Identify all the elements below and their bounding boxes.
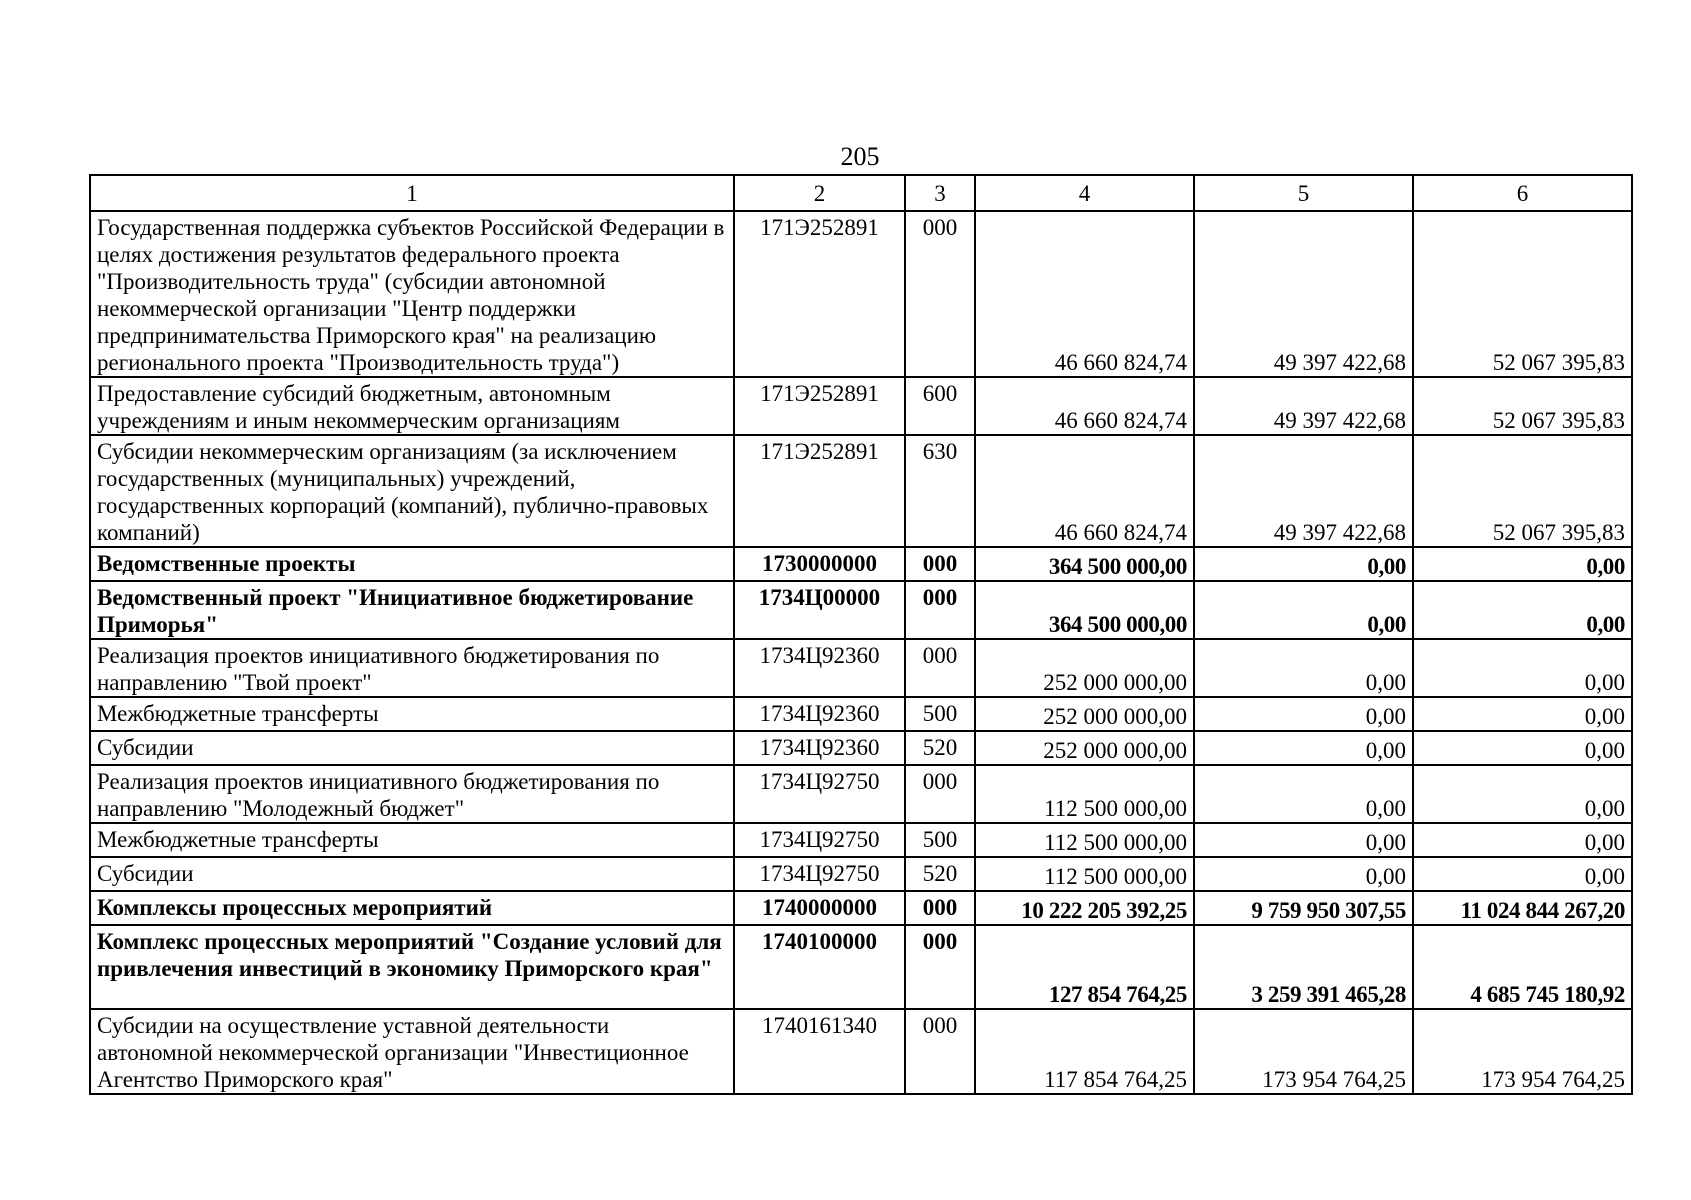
row-code-cell: 1734Ц92750: [734, 823, 905, 857]
row-value-col4: 112 500 000,00: [975, 823, 1194, 857]
row-name-cell: Субсидии: [90, 857, 734, 891]
row-value-col6: 173 954 764,25: [1413, 1009, 1632, 1094]
row-value-col4: 252 000 000,00: [975, 731, 1194, 765]
row-value-col5: 0,00: [1194, 731, 1413, 765]
row-value-col4: 252 000 000,00: [975, 639, 1194, 697]
row-kind-cell: 000: [905, 639, 975, 697]
row-value-col6: 0,00: [1413, 823, 1632, 857]
row-value-col5: 0,00: [1194, 857, 1413, 891]
row-kind-cell: 500: [905, 697, 975, 731]
row-value-col5: 3 259 391 465,28: [1194, 925, 1413, 1009]
row-value-col4: 364 500 000,00: [975, 547, 1194, 581]
row-value-col4: 252 000 000,00: [975, 697, 1194, 731]
table-row: [90, 581, 1632, 639]
row-kind-cell: 500: [905, 823, 975, 857]
column-header: 4: [975, 175, 1194, 211]
row-value-col5: 49 397 422,68: [1194, 211, 1413, 377]
column-header: 2: [734, 175, 905, 211]
row-kind-cell: 520: [905, 731, 975, 765]
row-name-cell: Ведомственный проект "Инициативное бюджетирование Приморья": [90, 581, 734, 639]
row-value-col5: 0,00: [1194, 697, 1413, 731]
row-value-col6: 0,00: [1413, 639, 1632, 697]
row-kind-cell: 000: [905, 891, 975, 925]
row-name-cell: Реализация проектов инициативного бюджетирования по направлению "Молодежный бюджет": [90, 765, 734, 823]
row-value-col4: 364 500 000,00: [975, 581, 1194, 639]
row-name-cell: Субсидии некоммерческим организациям (за исключением государственных (муниципальных) учреждений, государственных корпораций (компаний), публично-правовых компаний): [90, 435, 734, 547]
column-header: 3: [905, 175, 975, 211]
row-value-col5: 0,00: [1194, 639, 1413, 697]
row-code-cell: 1734Ц92360: [734, 639, 905, 697]
row-value-col5: 49 397 422,68: [1194, 377, 1413, 435]
row-name-cell: Государственная поддержка субъектов Российской Федерации в целях достижения результатов федерального проекта "Производительность труда" (субсидии автономной некоммерческой организации "Центр поддержки предпринимательства Приморского края" на реализацию регионального проекта "Производительность труда"): [90, 211, 734, 377]
row-value-col4: 112 500 000,00: [975, 765, 1194, 823]
row-value-col6: 0,00: [1413, 547, 1632, 581]
row-value-col4: 46 660 824,74: [975, 211, 1194, 377]
row-value-col5: 0,00: [1194, 823, 1413, 857]
row-kind-cell: 000: [905, 925, 975, 1009]
row-name-cell: Межбюджетные трансферты: [90, 697, 734, 731]
row-value-col6: 11 024 844 267,20: [1413, 891, 1632, 925]
table-row: [90, 925, 1632, 1009]
row-value-col5: 49 397 422,68: [1194, 435, 1413, 547]
table-row: [90, 377, 1632, 435]
table-row: [90, 1009, 1632, 1094]
table-row: [90, 697, 1632, 731]
row-value-col6: 52 067 395,83: [1413, 211, 1632, 377]
row-value-col6: 4 685 745 180,92: [1413, 925, 1632, 1009]
table-row: [90, 211, 1632, 377]
row-value-col6: 0,00: [1413, 697, 1632, 731]
row-kind-cell: 600: [905, 377, 975, 435]
row-code-cell: 1740161340: [734, 1009, 905, 1094]
row-value-col5: 0,00: [1194, 581, 1413, 639]
row-kind-cell: 000: [905, 581, 975, 639]
row-value-col5: 9 759 950 307,55: [1194, 891, 1413, 925]
row-kind-cell: 630: [905, 435, 975, 547]
row-value-col6: 52 067 395,83: [1413, 377, 1632, 435]
table-row: [90, 639, 1632, 697]
row-code-cell: 171Э252891: [734, 211, 905, 377]
table-row: [90, 823, 1632, 857]
row-code-cell: 1730000000: [734, 547, 905, 581]
row-value-col6: 0,00: [1413, 765, 1632, 823]
row-name-cell: Комплекс процессных мероприятий "Создание условий для привлечения инвестиций в экономику Приморского края": [90, 925, 734, 1009]
row-code-cell: 171Э252891: [734, 435, 905, 547]
budget-table: [89, 174, 1633, 1095]
row-name-cell: Субсидии на осуществление уставной деятельности автономной некоммерческой организации "Инвестиционное Агентство Приморского края": [90, 1009, 734, 1094]
row-kind-cell: 000: [905, 1009, 975, 1094]
column-header: 6: [1413, 175, 1632, 211]
row-value-col4: 117 854 764,25: [975, 1009, 1194, 1094]
row-kind-cell: 520: [905, 857, 975, 891]
row-code-cell: 1740000000: [734, 891, 905, 925]
row-code-cell: 1734Ц92360: [734, 697, 905, 731]
row-name-cell: Межбюджетные трансферты: [90, 823, 734, 857]
row-kind-cell: 000: [905, 547, 975, 581]
table-header-row: [90, 175, 1632, 211]
row-value-col6: 0,00: [1413, 857, 1632, 891]
table-row: [90, 731, 1632, 765]
row-value-col6: 0,00: [1413, 581, 1632, 639]
table-row: [90, 435, 1632, 547]
row-code-cell: 1734Ц92360: [734, 731, 905, 765]
column-header: 5: [1194, 175, 1413, 211]
row-value-col6: 52 067 395,83: [1413, 435, 1632, 547]
row-value-col6: 0,00: [1413, 731, 1632, 765]
table-row: [90, 857, 1632, 891]
row-code-cell: 1734Ц00000: [734, 581, 905, 639]
row-kind-cell: 000: [905, 765, 975, 823]
row-value-col4: 10 222 205 392,25: [975, 891, 1194, 925]
row-code-cell: 171Э252891: [734, 377, 905, 435]
column-header: 1: [90, 175, 734, 211]
table-row: [90, 765, 1632, 823]
row-value-col4: 46 660 824,74: [975, 377, 1194, 435]
row-kind-cell: 000: [905, 211, 975, 377]
row-value-col4: 127 854 764,25: [975, 925, 1194, 1009]
row-code-cell: 1734Ц92750: [734, 857, 905, 891]
row-value-col4: 46 660 824,74: [975, 435, 1194, 547]
row-name-cell: Комплексы процессных мероприятий: [90, 891, 734, 925]
row-value-col5: 0,00: [1194, 765, 1413, 823]
row-value-col4: 112 500 000,00: [975, 857, 1194, 891]
table-row: [90, 891, 1632, 925]
row-name-cell: Ведомственные проекты: [90, 547, 734, 581]
row-value-col5: 0,00: [1194, 547, 1413, 581]
row-name-cell: Реализация проектов инициативного бюджетирования по направлению "Твой проект": [90, 639, 734, 697]
row-code-cell: 1740100000: [734, 925, 905, 1009]
row-name-cell: Субсидии: [90, 731, 734, 765]
row-code-cell: 1734Ц92750: [734, 765, 905, 823]
table-row: [90, 547, 1632, 581]
row-name-cell: Предоставление субсидий бюджетным, автономным учреждениям и иным некоммерческим организациям: [90, 377, 734, 435]
row-value-col5: 173 954 764,25: [1194, 1009, 1413, 1094]
page-number: 205: [840, 142, 880, 171]
